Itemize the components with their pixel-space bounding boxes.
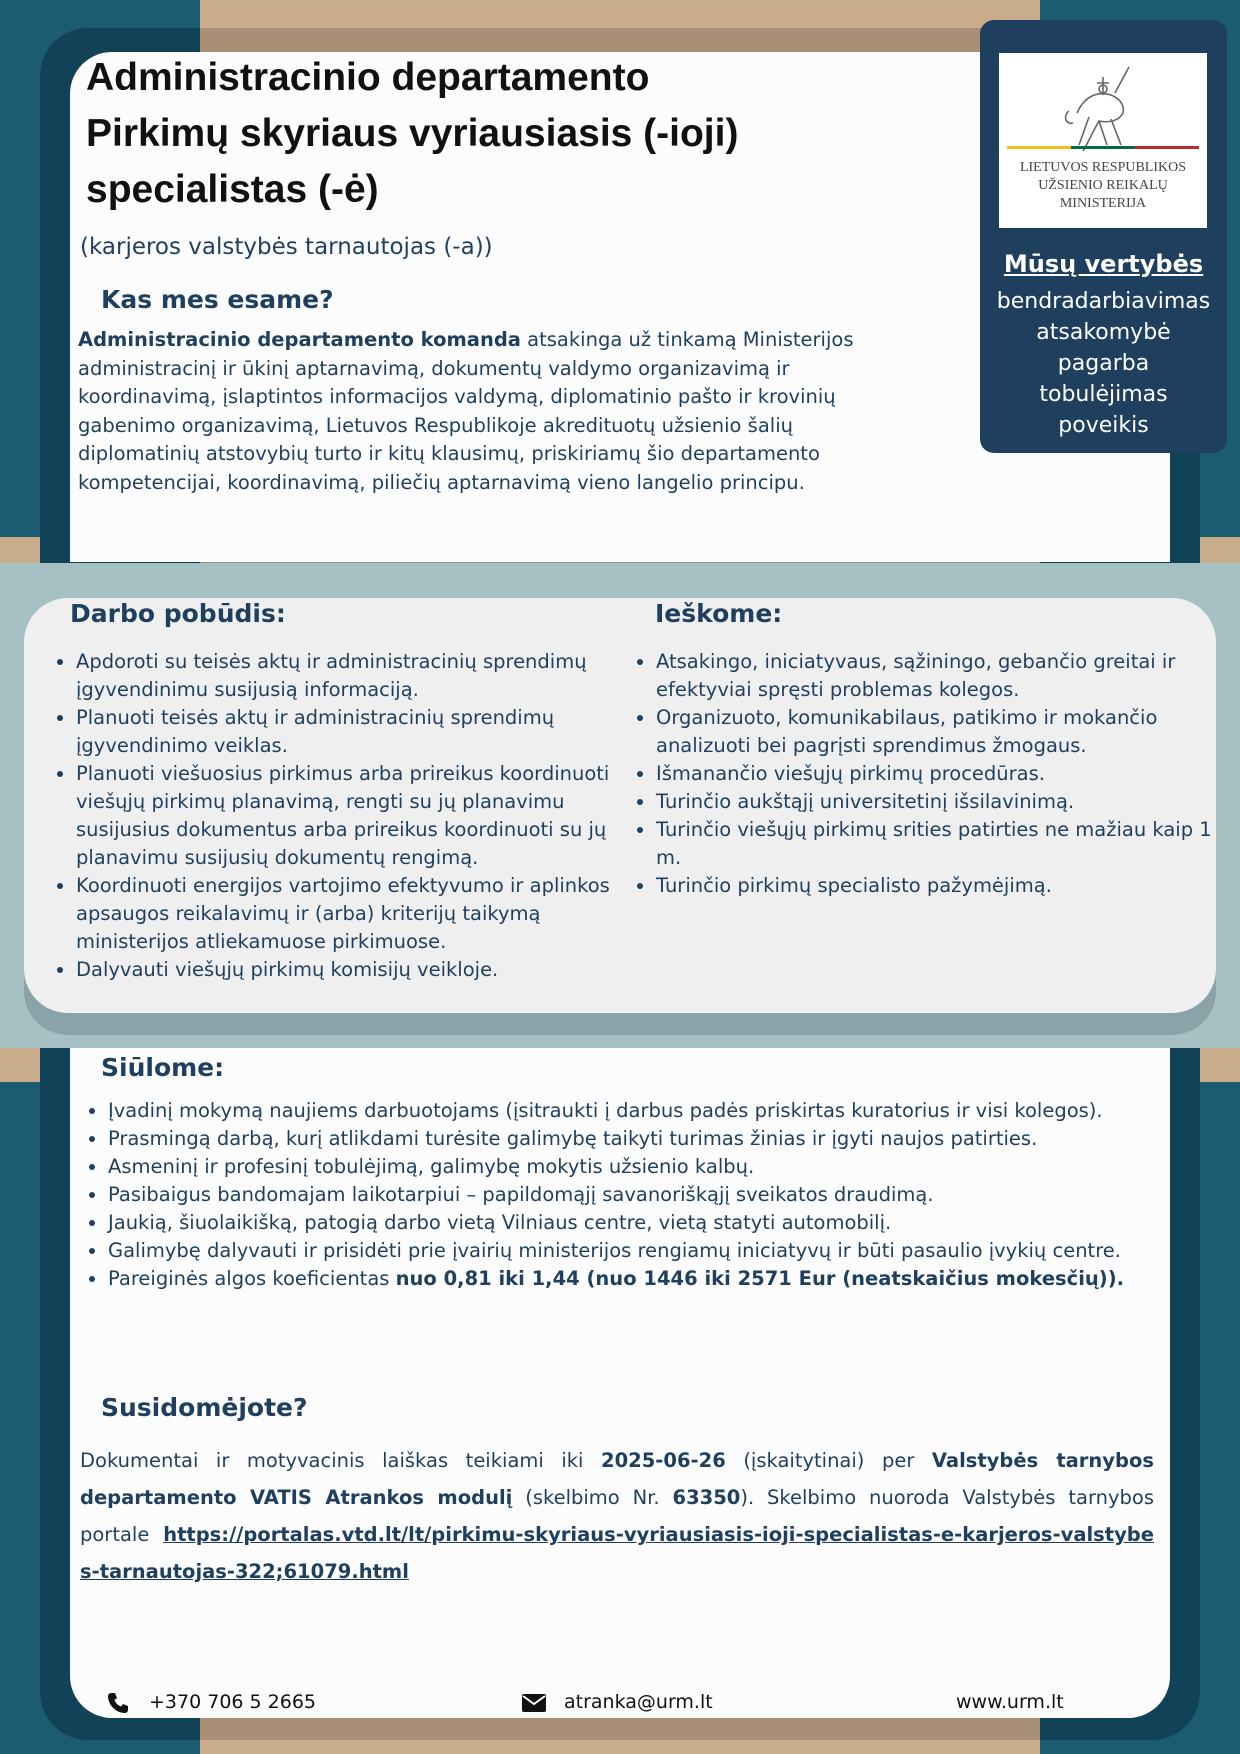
interest-text-part: ). Skelbimo nuoroda Valstybės tarnybos portale xyxy=(80,1486,1154,1546)
seek-item: • Turinčio pirkimų specialisto pažymėjimą. xyxy=(656,872,1240,900)
value-item: atsakomybė xyxy=(1036,320,1171,345)
envelope-icon xyxy=(522,1694,546,1712)
work-item: • Apdoroti su teisės aktų ir administracinių sprendimų įgyvendinimu susijusią informaciją. xyxy=(76,648,646,704)
work-item: • Planuoti teisės aktų ir administracinių sprendimų įgyvendinimo veiklas. xyxy=(76,704,646,760)
offer-heading: Siūlome: xyxy=(101,1053,225,1082)
decor-tan xyxy=(0,537,40,563)
page-subtitle: (karjeros valstybės tarnautojas (-a)) xyxy=(80,234,493,260)
footer-website[interactable]: www.urm.lt xyxy=(956,1691,1064,1713)
seek-item: • Atsakingo, iniciatyvaus, sąžiningo, gebančio greitai ir efektyviai spręsti problemas kolegos. xyxy=(656,648,1240,704)
vatis-module: Valstybės tarnybos departamento VATIS Atrankos modulį xyxy=(80,1449,1154,1509)
offer-item: • Jaukią, šiuolaikišką, patogią darbo vietą Vilniaus centre, vietą statyti automobilį. xyxy=(108,1209,1198,1237)
who-text xyxy=(78,326,918,497)
offer-item: • Asmeninį ir profesinį tobulėjimą, galimybę mokytis užsienio kalbų. xyxy=(108,1153,1198,1181)
interest-text-part: Dokumentai ir motyvacinis laiškas teikiami iki xyxy=(80,1449,602,1472)
interest-heading: Susidomėjote? xyxy=(101,1393,308,1422)
work-item: • Planuoti viešuosius pirkimus arba prireikus koordinuoti viešųjų pirkimų planavimą, rengti su jų planavimu susijusius dokumentus arba prireikus koordinuoti su jų planavimu susijusių dokumentų rengimą. xyxy=(76,760,646,872)
who-heading: Kas mes esame? xyxy=(101,285,334,314)
work-item: • Koordinuoti energijos vartojimo efektyvumo ir aplinkos apsaugos reikalavimų ir (arba) kriterijų taikymą ministerijos atliekamuose pirkimuose. xyxy=(76,872,646,956)
values-title: Mūsų vertybės xyxy=(1003,250,1204,278)
salary-prefix: Pareiginės algos koeficientas xyxy=(108,1267,396,1290)
flag-stripe-red xyxy=(1135,146,1199,149)
interest-text-part: (skelbimo Nr. xyxy=(512,1486,673,1509)
logo-line-3: MINISTERIJA xyxy=(1059,196,1147,211)
seek-item: • Turinčio aukštąjį universitetinį išsilavinimą. xyxy=(656,788,1240,816)
interest-text-part: (įskaitytinai) per xyxy=(725,1449,932,1472)
deadline-date: 2025-06-26 xyxy=(601,1449,726,1472)
seek-list xyxy=(628,648,1240,900)
decor-tan xyxy=(1200,537,1240,563)
phone-icon xyxy=(106,1691,130,1715)
flag-stripe-yellow xyxy=(1007,146,1071,149)
value-item: poveikis xyxy=(1058,413,1149,438)
decor-tan xyxy=(0,1048,40,1082)
value-item: tobulėjimas xyxy=(1039,382,1168,407)
posting-number: 63350 xyxy=(672,1486,741,1509)
who-bold: Administracinio departamento komanda xyxy=(78,328,521,351)
logo-line-1: LIETUVOS RESPUBLIKOS xyxy=(1019,160,1187,175)
decor-tan xyxy=(1200,1048,1240,1082)
footer-email[interactable]: atranka@urm.lt xyxy=(564,1691,713,1713)
salary-range: nuo 0,81 iki 1,44 (nuo 1446 iki 2571 Eur (neatskaičius mokesčių)). xyxy=(395,1267,1125,1290)
vytis-emblem-icon xyxy=(999,53,1207,228)
seek-heading: Ieškome: xyxy=(655,599,783,628)
title-line: Pirkimų skyriaus vyriausiasis (-ioji) xyxy=(86,112,739,155)
salary-item xyxy=(108,1265,1198,1293)
values-list xyxy=(980,286,1227,441)
offer-item: • Galimybę dalyvauti ir prisidėti prie įvairių ministerijos rengiamų iniciatyvų ir būti pasaulio įvykių centre. xyxy=(108,1237,1198,1265)
offer-item: • Įvadinį mokymą naujiems darbuotojams (įsitraukti į darbus padės priskirtas kuratorius ir visi kolegos). xyxy=(108,1097,1198,1125)
work-heading: Darbo pobūdis: xyxy=(70,599,286,628)
page-title xyxy=(86,50,966,218)
logo-line-2: UŽSIENIO REIKALŲ xyxy=(1038,178,1168,193)
interest-text xyxy=(80,1442,1154,1590)
seek-item: • Organizuoto, komunikabilaus, patikimo ir mokančio analizuoti bei pagrįsti sprendimus žmogaus. xyxy=(656,704,1240,760)
offer-item: • Pasibaigus bandomajam laikotarpiui – papildomąjį savanoriškąjį sveikatos draudimą. xyxy=(108,1181,1198,1209)
posting-link[interactable]: https://portalas.vtd.lt/lt/pirkimu-skyriaus-vyriausiasis-ioji-specialistas-e-karjeros-valstybes-tarnautojas-322;61079.html xyxy=(80,1523,1154,1583)
flag-stripe-green xyxy=(1071,146,1135,149)
value-item: bendradarbiavimas xyxy=(996,289,1211,314)
ministry-logo xyxy=(999,53,1207,228)
value-item: pagarba xyxy=(1057,351,1150,376)
seek-item: • Turinčio viešųjų pirkimų srities patirties ne mažiau kaip 1 m. xyxy=(656,816,1240,872)
who-body: atsakinga už tinkamą Ministerijos administracinį ir ūkinį aptarnavimą, dokumentų valdymo organizavimą ir koordinavimą, įslaptintos informacijos valdymą, diplomatinio pašto ir krovinių gabenimo organizavimą, Lietuvos Respublikoje akredituotų užsienio šalių diplomatinių atstovybių turto ir kitų klausimų, priskiriamų šio departamento kompetencijai, koordinavimą, piliečių aptarnavimą vieno langelio principu. xyxy=(78,328,854,494)
work-item: • Dalyvauti viešųjų pirkimų komisijų veikloje. xyxy=(76,956,646,984)
offer-list xyxy=(80,1097,1198,1293)
title-line: specialistas (-ė) xyxy=(86,168,379,211)
work-list xyxy=(48,648,646,984)
offer-item: • Prasmingą darbą, kurį atlikdami turėsite galimybę taikyti turimas žinias ir įgyti naujos patirties. xyxy=(108,1125,1198,1153)
seek-item: • Išmanančio viešųjų pirkimų procedūras. xyxy=(656,760,1240,788)
title-line: Administracinio departamento xyxy=(86,56,650,99)
footer-phone: +370 706 5 2665 xyxy=(149,1691,317,1713)
